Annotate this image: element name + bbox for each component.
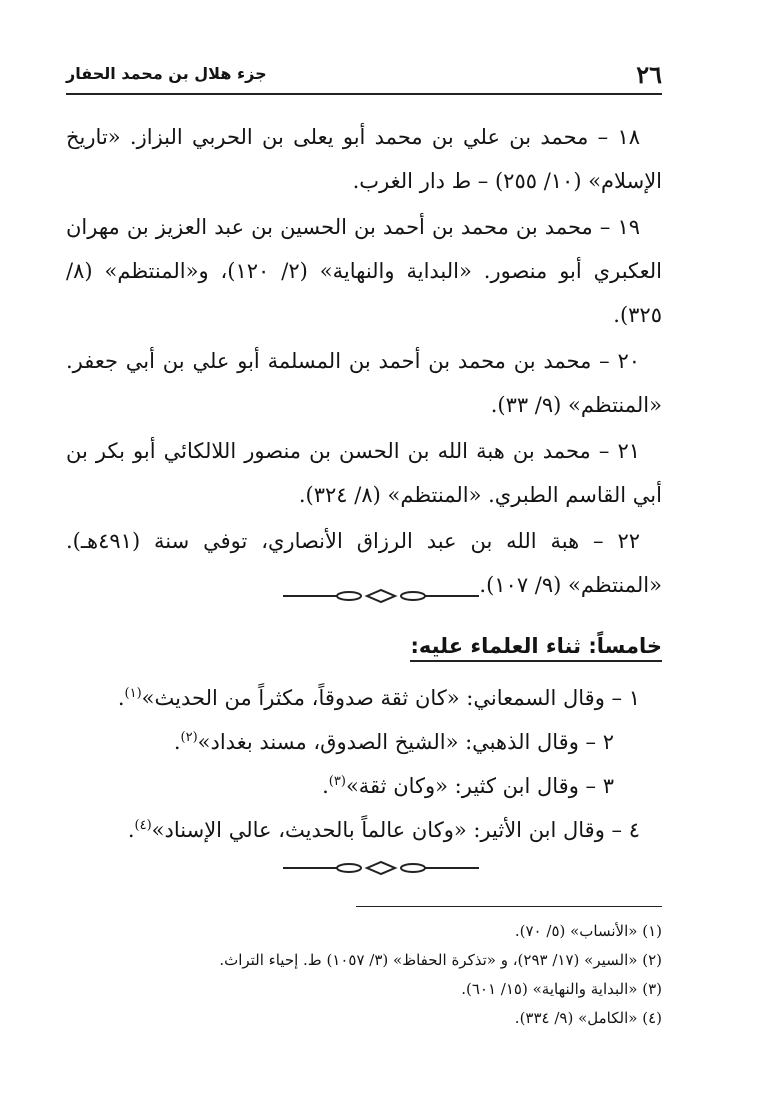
quote-text: ٣ – وقال ابن كثير: «وكان ثقة» [345, 774, 614, 798]
footnote-4: (٤) «الكامل» (٩/ ٣٣٤). [514, 1009, 662, 1027]
quote-end: . [127, 818, 135, 842]
quote-item [66, 676, 662, 720]
quotes-list [66, 676, 662, 852]
quote-item [66, 808, 662, 852]
footnotes [66, 917, 662, 1033]
quote-text: ٤ – وقال ابن الأثير: «وكان عالماً بالحديث، عالي الإسناد» [151, 818, 640, 842]
entry-22: ٢٢ – هبة الله بن عبد الرزاق الأنصاري، توفي سنة (٤٩١هـ). «المنتظم» (٩/ ١٠٧). [66, 529, 662, 597]
quote-text: ١ – وقال السمعاني: «كان ثقة صدوقاً، مكثراً من الحديث» [141, 686, 640, 710]
entries-list [66, 115, 662, 609]
quote-item [66, 764, 662, 808]
entry-20: ٢٠ – محمد بن محمد بن أحمد بن المسلمة أبو علي بن أبي جعفر. «المنتظم» (٩/ ٣٣). [66, 349, 662, 417]
quote-end: . [322, 774, 329, 798]
quote-text: ٢ – وقال الذهبي: «الشيخ الصدوق، مسند بغداد» [197, 730, 614, 754]
quote-end: . [117, 686, 125, 710]
page-number: ٢٦ [636, 60, 662, 89]
header-rule [66, 93, 662, 95]
section-title: خامساً: ثناء العلماء عليه: [410, 634, 662, 662]
footnote-ref: (٢) [180, 730, 198, 745]
entry-21: ٢١ – محمد بن هبة الله بن الحسن بن منصور اللالكائي أبو بكر بن أبي القاسم الطبري. «المنتظم» (٨/ ٣٢٤). [66, 439, 662, 507]
page-header [66, 58, 662, 92]
divider-ornament [0, 860, 762, 880]
footnote-2: (٢) «السير» (١٧/ ٢٩٣)، و «تذكرة الحفاظ» (٣/ ١٠٥٧) ط. إحياء التراث. [219, 951, 662, 969]
footnote-ref: (٣) [328, 774, 346, 789]
footnote-ref: (٤) [134, 818, 152, 833]
footnote-rule [356, 906, 662, 907]
quote-end: . [173, 730, 181, 754]
divider-ornament [0, 588, 762, 608]
footnote-ref: (١) [124, 686, 142, 701]
quote-item [66, 720, 662, 764]
running-title: جزء هلال بن محمد الحفار [66, 64, 267, 83]
footnote-3: (٣) «البداية والنهاية» (١٥/ ٦٠١). [461, 980, 662, 998]
footnote-1: (١) «الأنساب» (٥/ ٧٠). [514, 922, 662, 940]
entry-19: ١٩ – محمد بن محمد بن أحمد بن الحسين بن عبد العزيز بن مهران العكبري أبو منصور. «البداية والنهاية» (٢/ ١٢٠)، و«المنتظم» (٨/ ٣٢٥). [66, 215, 662, 327]
entry-18: ١٨ – محمد بن علي بن محمد أبو يعلى بن الحربي البزاز. «تاريخ الإسلام» (١٠/ ٢٥٥) – ط دار الغرب. [66, 125, 662, 193]
